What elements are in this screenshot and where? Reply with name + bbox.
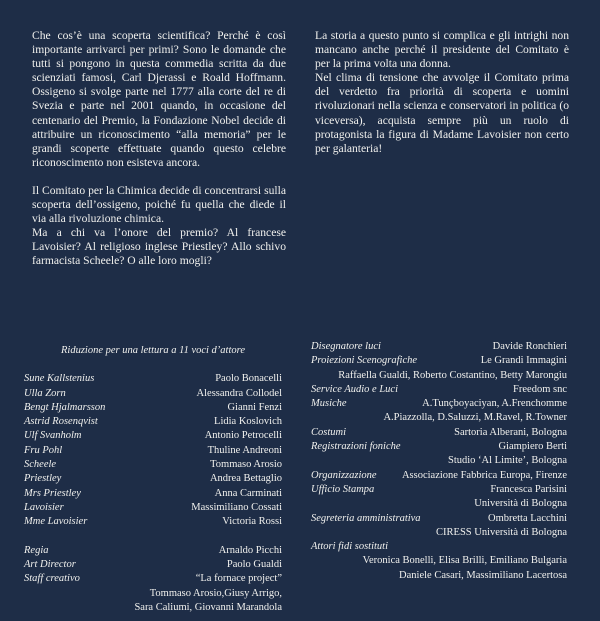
credit-role: Service Audio e Luci xyxy=(311,383,398,395)
cast-list xyxy=(24,344,282,615)
credit-role: Art Director xyxy=(24,559,76,571)
credit-name: Le Grandi Immagini xyxy=(480,355,567,367)
credit-name: Antonio Petrocelli xyxy=(204,430,282,442)
credit-row xyxy=(24,501,282,515)
credit-row xyxy=(24,429,282,443)
staff-line: Tommaso Arosio,Giusy Arrigo, xyxy=(149,587,282,599)
intro-paragraph: Il Comitato per la Chimica decide di concentrarsi sulla scoperta dell’ossigeno, poiché fu quella che diede il via alla rivoluzione chimica. xyxy=(32,183,286,226)
credit-role: Mrs Priestley xyxy=(24,487,81,499)
credit-name: Paolo Bonacelli xyxy=(215,373,282,385)
credit-row xyxy=(24,472,282,486)
credit-row xyxy=(24,415,282,429)
crew-list xyxy=(311,340,567,583)
credit-name: Victoria Rossi xyxy=(222,516,282,528)
credit-row xyxy=(24,558,282,572)
credit-name: Associazione Fabbrica Europa, Firenze xyxy=(401,469,567,481)
credit-role: Priestley xyxy=(24,473,62,485)
credit-row xyxy=(24,372,282,386)
intro-paragraph: Che cos’è una scoperta scientifica? Perché è così importante arrivarci per primi? Sono le domande che tutti si pongono in questa commedia scritta da due scienziati famosi, Carl Djerassi e Roald Hoffmann. Ossigeno si svolge parte nel 1777 alla corte del re di Svezia e parte nel 2001 quando, in occasione del centenario del Premio, la Fondazione Nobel decide di attribuire un riconoscimento “alla memoria” per le grandi scoperte effettuate quando questo celebre riconoscimento non esisteva ancora. xyxy=(32,29,286,169)
credit-role: Attori fidi sostituti xyxy=(311,541,389,553)
credit-row xyxy=(311,540,567,554)
credit-row xyxy=(24,444,282,458)
credit-role: Costumi xyxy=(311,426,347,438)
staff-line: Sara Caliumi, Giovanni Marandola xyxy=(134,602,282,614)
cast-roles xyxy=(24,372,282,529)
credit-row xyxy=(24,401,282,415)
credit-name: A.Tunçboyaciyan, A.Frenchomme xyxy=(422,398,567,410)
credit-name: “La fornace project” xyxy=(195,573,282,585)
credit-name: Davide Ronchieri xyxy=(492,341,567,352)
credit-role: Bengt Hjalmarsson xyxy=(24,401,106,413)
credit-role: Segreteria amministrativa xyxy=(311,512,421,524)
credit-row xyxy=(311,383,567,397)
credit-role: Proiezioni Scenografiche xyxy=(311,355,418,367)
intro-paragraph: Ma a chi va l’onore del premio? Al francese Lavoisier? Al religioso inglese Priestley? Allo schivo farmacista Scheele? O alle loro mogli? xyxy=(32,226,286,268)
credit-name: Alessandra Collodel xyxy=(196,387,282,399)
credit-row xyxy=(24,458,282,472)
credit-name: Gianni Fenzi xyxy=(227,401,282,413)
staff-roles xyxy=(24,544,282,587)
intro-paragraph: La storia a questo punto si complica e gli intrighi non mancano anche perché il presidente del Comitato è per la prima volta una donna. xyxy=(315,29,569,71)
credit-role: Organizzazione xyxy=(311,469,377,481)
credit-role: Mme Lavoisier xyxy=(24,516,88,528)
credit-role: Fru Pohl xyxy=(24,444,63,456)
credit-role: Regia xyxy=(24,544,49,556)
credit-row xyxy=(311,354,567,368)
intro-left-column xyxy=(32,29,286,269)
credit-role: Musiche xyxy=(311,398,347,410)
intro-paragraph: Nel clima di tensione che avvolge il Comitato prima del verdetto fra priorità di scoperta e uomini rivoluzionari nella scienza e conservatori in politica (o viceversa), acquista sempre più un ruolo di protagonista la figura di Madame Lavoisier non certo per galanteria! xyxy=(315,71,569,155)
credit-name: Thuline Andreoni xyxy=(207,444,282,456)
credit-role: Ulf Svanholm xyxy=(24,430,82,442)
credit-row xyxy=(311,483,567,497)
credit-row xyxy=(311,426,567,440)
credit-row xyxy=(24,487,282,501)
credit-role: Staff creativo xyxy=(24,573,80,585)
credit-role: Ufficio Stampa xyxy=(311,483,375,495)
credit-row xyxy=(311,397,567,411)
credit-row xyxy=(24,387,282,401)
credit-name: Anna Carminati xyxy=(214,487,282,499)
credit-name: Tommaso Arosio xyxy=(210,459,282,471)
credit-name: Arnaldo Picchi xyxy=(218,544,282,556)
credit-name: Sartoria Alberani, Bologna xyxy=(454,426,567,438)
credit-line: CIRESS Università di Bologna xyxy=(436,526,567,538)
credit-role: Registrazioni foniche xyxy=(311,441,401,453)
credit-line: Università di Bologna xyxy=(474,498,567,510)
credit-role: Lavoisier xyxy=(24,501,64,513)
credit-name: Lidia Koslovich xyxy=(214,416,282,428)
credit-role: Sune Kallstenius xyxy=(24,373,95,385)
credit-row xyxy=(24,572,282,586)
credit-name: Ombretta Lacchini xyxy=(487,512,567,524)
intro-right-column xyxy=(315,29,569,156)
credit-row xyxy=(24,544,282,558)
credit-row xyxy=(311,469,567,483)
credit-line: A.Piazzolla, D.Saluzzi, M.Ravel, R.Towner xyxy=(383,412,567,424)
credit-name: Andrea Bettaglio xyxy=(209,473,282,485)
credit-name: Freedom snc xyxy=(513,383,567,395)
credit-line: Daniele Casari, Massimiliano Lacertosa xyxy=(399,569,567,581)
credit-name: Giampiero Berti xyxy=(498,441,567,453)
credit-name: Massimiliano Cossati xyxy=(191,501,282,513)
credit-name: Paolo Gualdi xyxy=(226,559,282,571)
credit-role: Scheele xyxy=(24,459,57,471)
credit-row xyxy=(311,440,567,454)
credit-role: Ulla Zorn xyxy=(24,387,66,399)
credit-row xyxy=(311,512,567,526)
credit-line: Raffaella Gualdi, Roberto Costantino, Betty Marongiu xyxy=(338,369,567,381)
credit-row xyxy=(311,340,567,354)
credit-name: Francesca Parisini xyxy=(490,483,567,495)
credit-row xyxy=(24,515,282,529)
credit-role: Disegnatore luci xyxy=(311,341,381,352)
credit-line: Studio ‘Al Limite’, Bologna xyxy=(448,455,567,467)
cast-heading: Riduzione per una lettura a 11 voci d’attore xyxy=(60,345,245,356)
credit-line: Veronica Bonelli, Elisa Brilli, Emiliano Bulgaria xyxy=(362,555,567,567)
credit-role: Astrid Rosenqvist xyxy=(24,416,98,428)
